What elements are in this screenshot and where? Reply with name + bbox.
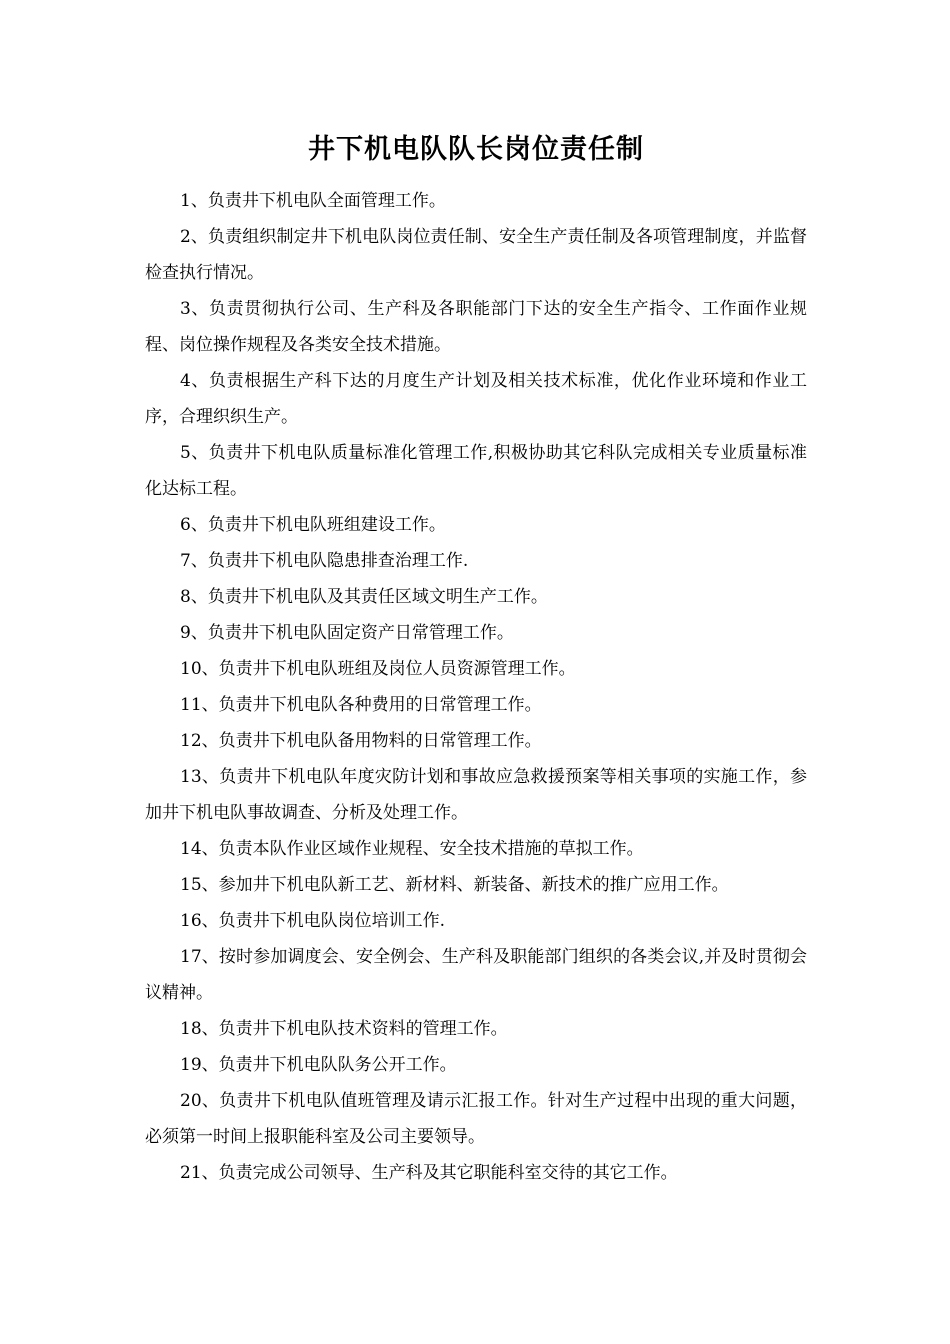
list-item: 15、参加井下机电队新工艺、新材料、新装备、新技术的推广应用工作。 — [180, 875, 729, 895]
document-title: 井下机电队队长岗位责任制 — [308, 134, 644, 165]
list-item: 13、负责井下机电队年度灾防计划和事故应急救援预案等相关事项的实施工作，参加井下机电队事故调查、分析及处理工作。 — [145, 767, 807, 823]
document-body — [145, 183, 807, 1191]
list-item: 18、负责井下机电队技术资料的管理工作。 — [180, 1019, 508, 1039]
list-item: 17、按时参加调度会、安全例会、生产科及职能部门组织的各类会议,并及时贯彻会议精神。 — [145, 947, 807, 1003]
list-item: 8、负责井下机电队及其责任区域文明生产工作。 — [180, 587, 548, 607]
list-item: 3、负责贯彻执行公司、生产科及各职能部门下达的安全生产指令、工作面作业规程、岗位操作规程及各类安全技术措施。 — [145, 299, 807, 355]
list-item: 2、负责组织制定井下机电队岗位责任制、安全生产责任制及各项管理制度，并监督检查执行情况。 — [145, 227, 807, 283]
list-item: 1、负责井下机电队全面管理工作。 — [180, 191, 446, 211]
list-item: 19、负责井下机电队队务公开工作。 — [180, 1055, 457, 1075]
list-item: 12、负责井下机电队备用物料的日常管理工作。 — [180, 731, 542, 751]
list-item: 16、负责井下机电队岗位培训工作. — [180, 911, 446, 931]
list-item: 6、负责井下机电队班组建设工作。 — [180, 515, 446, 535]
list-item: 20、负责井下机电队值班管理及请示汇报工作。针对生产过程中出现的重大问题，必须第一时间上报职能科室及公司主要领导。 — [145, 1091, 807, 1147]
list-item: 10、负责井下机电队班组及岗位人员资源管理工作。 — [180, 659, 576, 679]
list-item: 21、负责完成公司领导、生产科及其它职能科室交待的其它工作。 — [180, 1163, 678, 1183]
list-item: 4、负责根据生产科下达的月度生产计划及相关技术标准，优化作业环境和作业工序，合理织织生产。 — [145, 371, 807, 427]
list-item: 14、负责本队作业区域作业规程、安全技术措施的草拟工作。 — [180, 839, 644, 859]
list-item: 11、负责井下机电队各种费用的日常管理工作。 — [180, 695, 542, 715]
list-item: 9、负责井下机电队固定资产日常管理工作。 — [180, 623, 514, 643]
list-item: 7、负责井下机电队隐患排查治理工作. — [180, 551, 469, 571]
list-item: 5、负责井下机电队质量标准化管理工作,积极协助其它科队完成相关专业质量标准化达标工程。 — [145, 443, 807, 499]
